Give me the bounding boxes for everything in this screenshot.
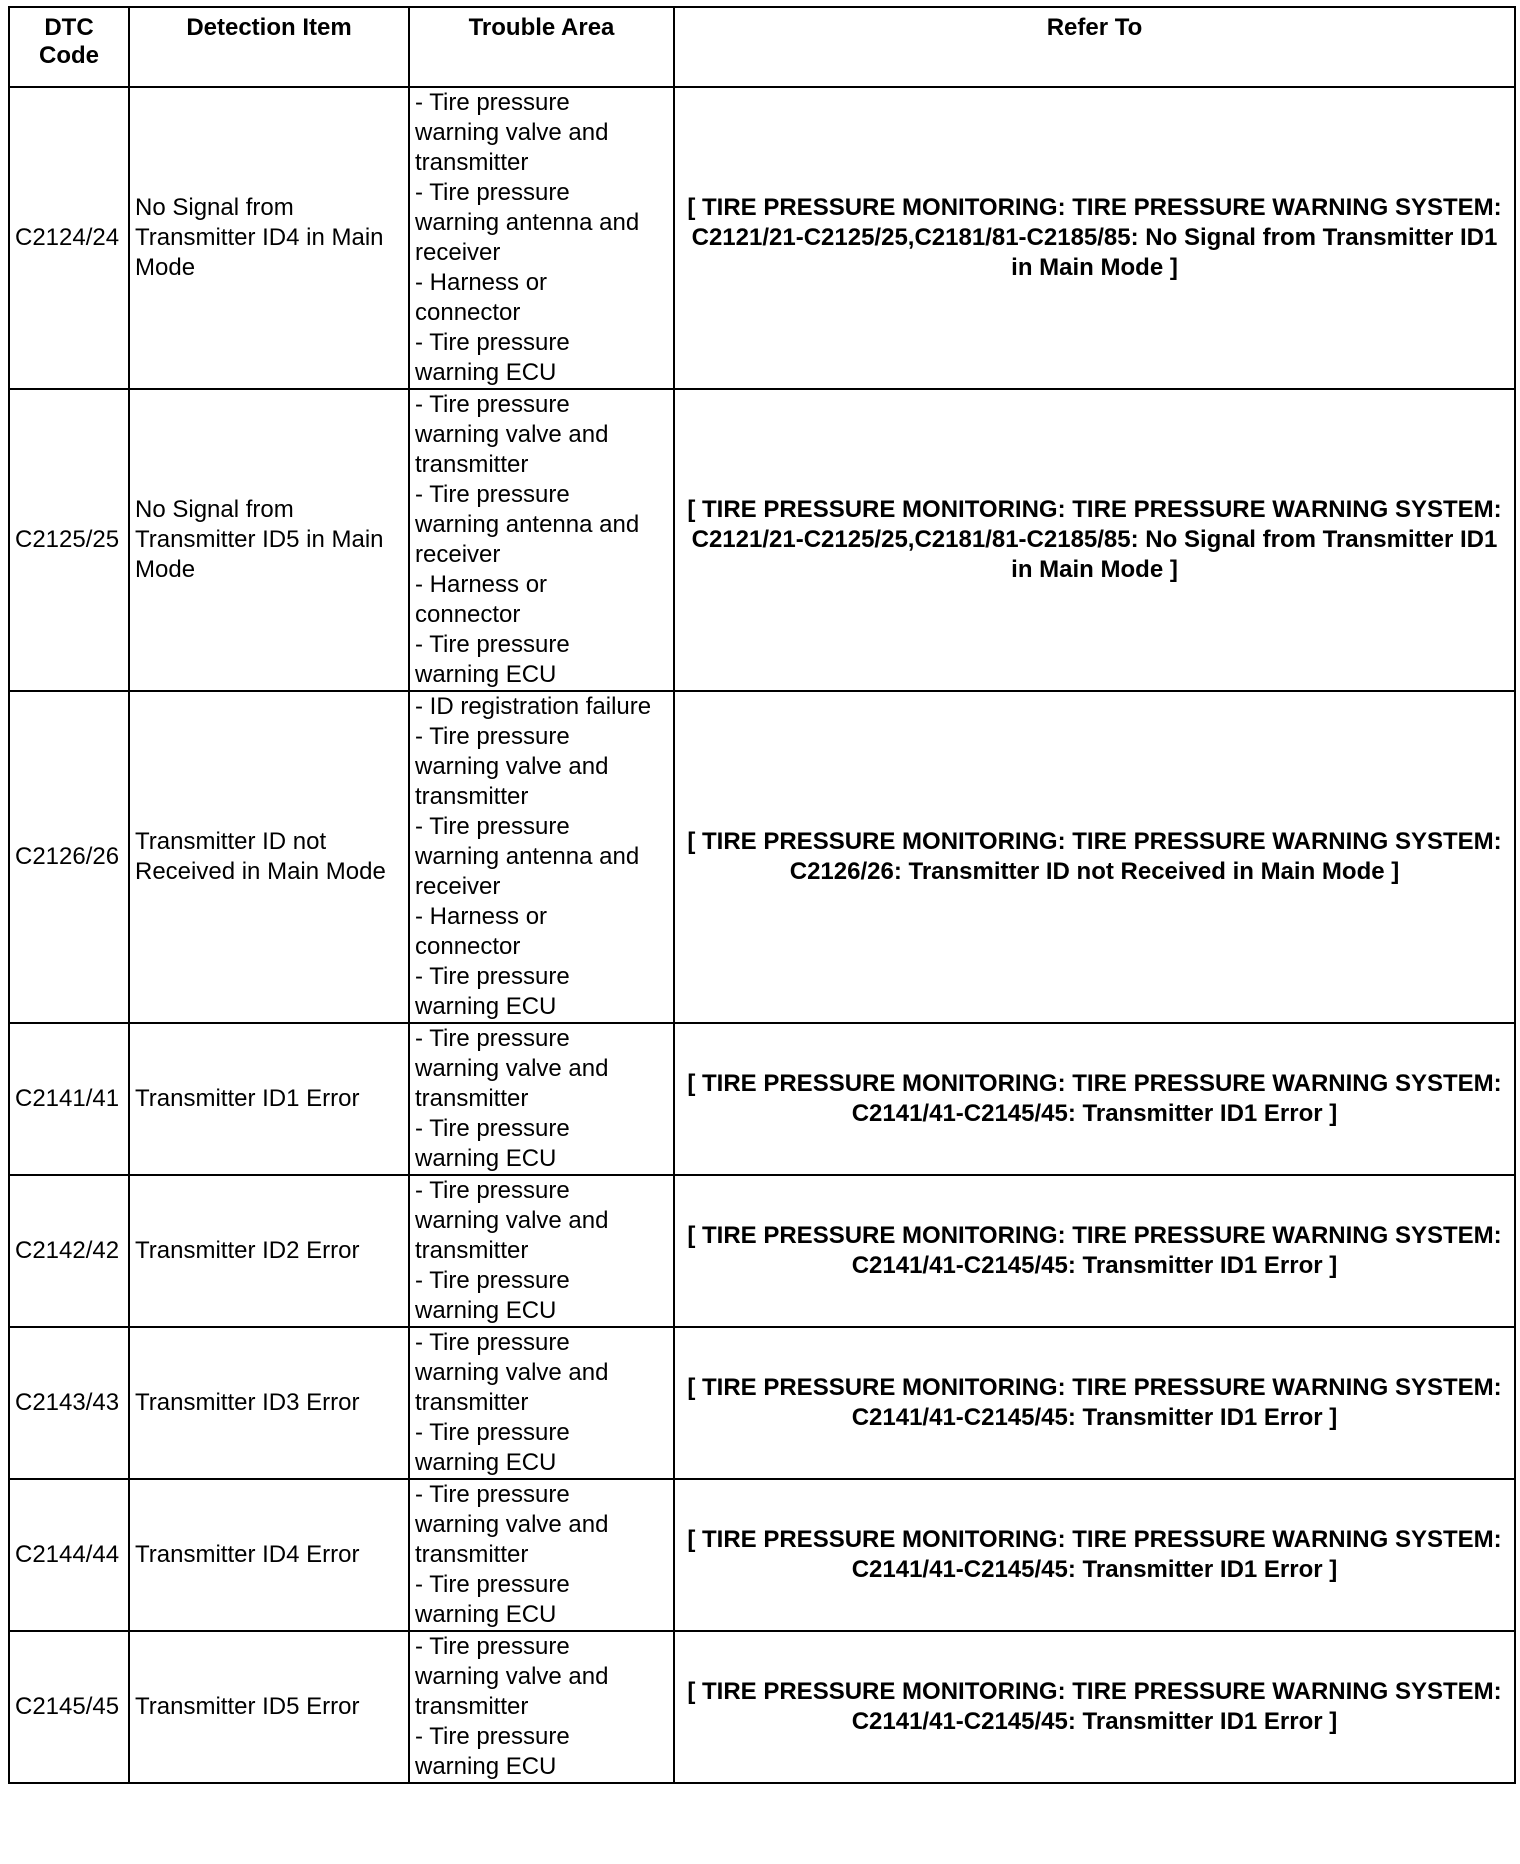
detection-item-cell: Transmitter ID not Received in Main Mode — [129, 691, 409, 1023]
detection-item-cell: Transmitter ID1 Error — [129, 1023, 409, 1175]
trouble-area-line: - Tire pressure — [415, 481, 570, 508]
refer-to-link[interactable]: [ TIRE PRESSURE MONITORING: TIRE PRESSURE WARNING SYSTEM: C2121/21-C2125/25,C2181/81-C2185/85: No Signal from Transmitter ID1 in Main Mode ] — [674, 87, 1515, 389]
trouble-area-line: - Tire pressure — [415, 723, 570, 750]
refer-to-link[interactable]: [ TIRE PRESSURE MONITORING: TIRE PRESSURE WARNING SYSTEM: C2126/26: Transmitter ID not Received in Main Mode ] — [674, 691, 1515, 1023]
header-row — [9, 7, 1515, 87]
trouble-area-line: - Harness or — [415, 571, 548, 598]
trouble-area-line: - Tire pressure — [415, 1481, 570, 1508]
trouble-area-line: transmitter — [415, 149, 529, 176]
detection-item-cell: Transmitter ID2 Error — [129, 1175, 409, 1327]
trouble-area-line: transmitter — [415, 1693, 529, 1720]
refer-to-link[interactable]: [ TIRE PRESSURE MONITORING: TIRE PRESSURE WARNING SYSTEM: C2141/41-C2145/45: Transmitter ID1 Error ] — [674, 1023, 1515, 1175]
trouble-area-line: - Tire pressure — [415, 1723, 570, 1750]
trouble-area-line: warning valve and — [415, 421, 609, 448]
trouble-area-line: - Tire pressure — [415, 1177, 570, 1204]
table-row — [9, 1479, 1515, 1631]
table-row — [9, 1023, 1515, 1175]
trouble-area-line: transmitter — [415, 1541, 529, 1568]
trouble-area-line: warning ECU — [415, 1601, 557, 1628]
detection-item-cell: Transmitter ID5 Error — [129, 1631, 409, 1783]
trouble-area-line: - Tire pressure — [415, 1571, 570, 1598]
trouble-area-cell — [409, 1631, 674, 1783]
trouble-area-cell — [409, 1023, 674, 1175]
trouble-area-line: warning valve and — [415, 1207, 609, 1234]
trouble-area-cell — [409, 691, 674, 1023]
trouble-area-line: warning antenna and — [415, 209, 640, 236]
table-row — [9, 1327, 1515, 1479]
trouble-area-line: warning ECU — [415, 993, 557, 1020]
table-row — [9, 691, 1515, 1023]
table-row — [9, 1175, 1515, 1327]
trouble-area-line: - Tire pressure — [415, 631, 570, 658]
trouble-area-line: - Tire pressure — [415, 1115, 570, 1142]
detection-item-cell: Transmitter ID3 Error — [129, 1327, 409, 1479]
header-dtc-code-label: DTC Code — [39, 14, 99, 69]
detection-item-cell: No Signal from Transmitter ID4 in Main Mode — [129, 87, 409, 389]
trouble-area-line: warning valve and — [415, 1511, 609, 1538]
header-refer-to: Refer To — [674, 7, 1515, 87]
trouble-area-line: warning antenna and — [415, 843, 640, 870]
trouble-area-cell — [409, 1327, 674, 1479]
trouble-area-line: transmitter — [415, 1237, 529, 1264]
trouble-area-line: connector — [415, 299, 521, 326]
trouble-area-cell — [409, 87, 674, 389]
trouble-area-line: transmitter — [415, 783, 529, 810]
trouble-area-line: warning ECU — [415, 1145, 557, 1172]
trouble-area-line: warning valve and — [415, 119, 609, 146]
trouble-area-line: - Harness or — [415, 903, 548, 930]
trouble-area-line: - ID registration failure — [415, 693, 652, 720]
trouble-area-line: - Tire pressure — [415, 1267, 570, 1294]
trouble-area-line: - Tire pressure — [415, 813, 570, 840]
dtc-code-cell: C2145/45 — [9, 1631, 129, 1783]
dtc-code-cell: C2143/43 — [9, 1327, 129, 1479]
trouble-area-line: - Tire pressure — [415, 1419, 570, 1446]
dtc-code-cell: C2126/26 — [9, 691, 129, 1023]
trouble-area-line: - Tire pressure — [415, 391, 570, 418]
trouble-area-cell — [409, 1479, 674, 1631]
detection-item-cell: No Signal from Transmitter ID5 in Main Mode — [129, 389, 409, 691]
trouble-area-line: warning antenna and — [415, 511, 640, 538]
dtc-table — [8, 6, 1516, 1784]
header-detection-item: Detection Item — [129, 7, 409, 87]
dtc-code-cell: C2144/44 — [9, 1479, 129, 1631]
table-row — [9, 389, 1515, 691]
trouble-area-line: - Tire pressure — [415, 89, 570, 116]
trouble-area-line: warning valve and — [415, 753, 609, 780]
trouble-area-line: warning valve and — [415, 1359, 609, 1386]
trouble-area-cell — [409, 389, 674, 691]
trouble-area-line: warning ECU — [415, 661, 557, 688]
table-header — [9, 7, 1515, 87]
trouble-area-line: warning ECU — [415, 359, 557, 386]
trouble-area-line: - Tire pressure — [415, 1329, 570, 1356]
dtc-code-cell: C2124/24 — [9, 87, 129, 389]
refer-to-link[interactable]: [ TIRE PRESSURE MONITORING: TIRE PRESSURE WARNING SYSTEM: C2121/21-C2125/25,C2181/81-C2185/85: No Signal from Transmitter ID1 in Main Mode ] — [674, 389, 1515, 691]
trouble-area-line: - Tire pressure — [415, 1025, 570, 1052]
trouble-area-line: transmitter — [415, 1085, 529, 1112]
trouble-area-line: warning ECU — [415, 1449, 557, 1476]
trouble-area-line: - Tire pressure — [415, 179, 570, 206]
refer-to-link[interactable]: [ TIRE PRESSURE MONITORING: TIRE PRESSURE WARNING SYSTEM: C2141/41-C2145/45: Transmitter ID1 Error ] — [674, 1631, 1515, 1783]
dtc-code-cell: C2141/41 — [9, 1023, 129, 1175]
trouble-area-line: receiver — [415, 873, 501, 900]
trouble-area-line: warning ECU — [415, 1753, 557, 1780]
trouble-area-line: transmitter — [415, 1389, 529, 1416]
trouble-area-line: warning valve and — [415, 1055, 609, 1082]
trouble-area-line: transmitter — [415, 451, 529, 478]
refer-to-link[interactable]: [ TIRE PRESSURE MONITORING: TIRE PRESSURE WARNING SYSTEM: C2141/41-C2145/45: Transmitter ID1 Error ] — [674, 1327, 1515, 1479]
trouble-area-line: warning valve and — [415, 1663, 609, 1690]
refer-to-link[interactable]: [ TIRE PRESSURE MONITORING: TIRE PRESSURE WARNING SYSTEM: C2141/41-C2145/45: Transmitter ID1 Error ] — [674, 1175, 1515, 1327]
trouble-area-line: connector — [415, 601, 521, 628]
header-trouble-area: Trouble Area — [409, 7, 674, 87]
table-row — [9, 87, 1515, 389]
dtc-code-cell: C2142/42 — [9, 1175, 129, 1327]
refer-to-link[interactable]: [ TIRE PRESSURE MONITORING: TIRE PRESSURE WARNING SYSTEM: C2141/41-C2145/45: Transmitter ID1 Error ] — [674, 1479, 1515, 1631]
table-row — [9, 1631, 1515, 1783]
table-body — [9, 87, 1515, 1783]
trouble-area-line: - Tire pressure — [415, 963, 570, 990]
trouble-area-line: connector — [415, 933, 521, 960]
dtc-code-cell: C2125/25 — [9, 389, 129, 691]
trouble-area-line: - Harness or — [415, 269, 548, 296]
trouble-area-line: - Tire pressure — [415, 1633, 570, 1660]
header-dtc-code — [9, 7, 129, 87]
detection-item-cell: Transmitter ID4 Error — [129, 1479, 409, 1631]
trouble-area-line: warning ECU — [415, 1297, 557, 1324]
trouble-area-cell — [409, 1175, 674, 1327]
trouble-area-line: receiver — [415, 239, 501, 266]
trouble-area-line: - Tire pressure — [415, 329, 570, 356]
trouble-area-line: receiver — [415, 541, 501, 568]
